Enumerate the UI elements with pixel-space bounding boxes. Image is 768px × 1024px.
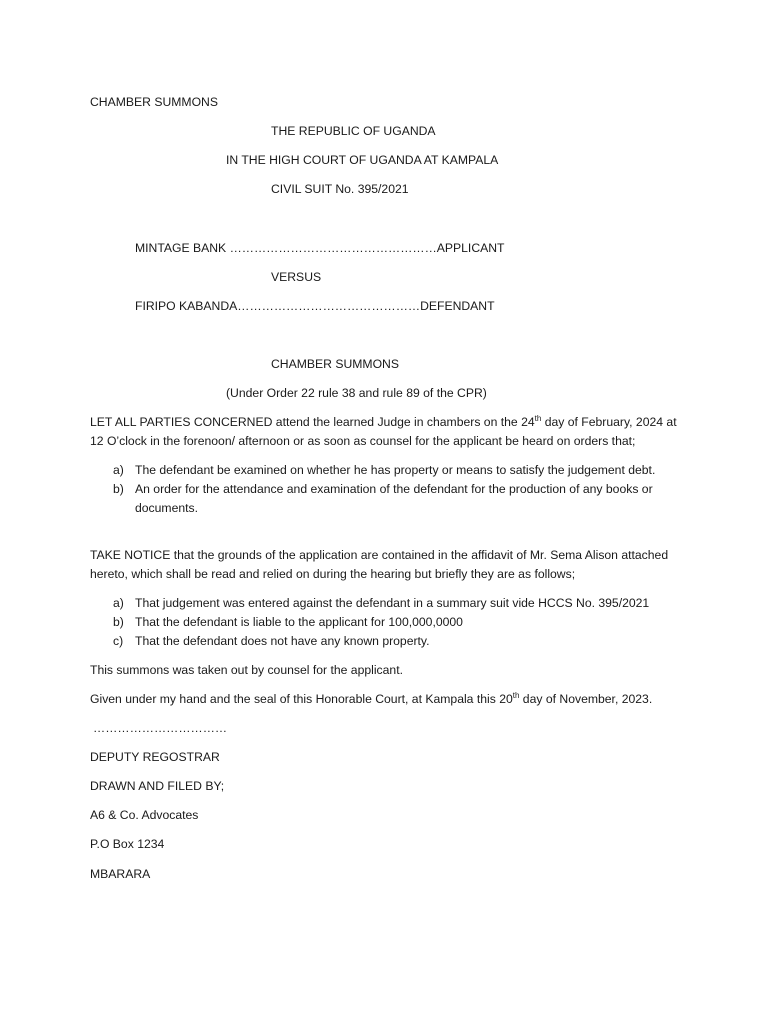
taken-out-statement: This summons was taken out by counsel for the applicant. — [90, 663, 403, 677]
intro-text-1: LET ALL PARTIES CONCERNED attend the learned Judge in chambers on the 24 — [90, 415, 535, 429]
signature-line: …………………………… — [93, 721, 228, 735]
list-item-text: An order for the attendance and examination of the defendant for the production of any books or documents. — [135, 482, 653, 515]
list-item — [90, 480, 680, 518]
intro-paragraph — [90, 413, 680, 451]
given-text-1: Given under my hand and the seal of this Honorable Court, at Kampala this 20 — [90, 692, 513, 706]
versus-label: VERSUS — [271, 270, 322, 284]
given-superscript: th — [512, 691, 520, 700]
list-item — [90, 613, 680, 632]
republic-heading: THE REPUBLIC OF UGANDA — [271, 124, 436, 138]
list-marker: b) — [113, 482, 124, 496]
postal-box: P.O Box 1234 — [90, 837, 165, 851]
list-marker: b) — [113, 615, 124, 629]
list-item — [90, 594, 680, 613]
intro-text-2: day of February, 2024 at 12 O’clock in the forenoon/ afternoon or as soon as counsel for the applicant be heard on orders that; — [90, 415, 677, 448]
list-item-text: That the defendant is liable to the applicant for 100,000,0000 — [135, 615, 463, 629]
order-authority: (Under Order 22 rule 38 and rule 89 of the CPR) — [226, 386, 487, 400]
city-name: MBARARA — [90, 867, 151, 881]
given-text-2: day of November, 2023. — [519, 692, 653, 706]
orders-list — [90, 461, 680, 518]
grounds-list — [90, 594, 680, 651]
firm-name: A6 & Co. Advocates — [90, 808, 199, 822]
list-marker: c) — [113, 634, 124, 648]
list-item-text: That judgement was entered against the defendant in a summary suit vide HCCS No. 395/2021 — [135, 596, 650, 610]
court-heading: IN THE HIGH COURT OF UGANDA AT KAMPALA — [226, 153, 499, 167]
defendant-line: FIRIPO KABANDA………………………………………DEFENDANT — [135, 299, 495, 313]
summons-title: CHAMBER SUMMONS — [271, 357, 399, 371]
signatory-title: DEPUTY REGOSTRAR — [90, 750, 220, 764]
list-item-text: That the defendant does not have any known property. — [135, 634, 430, 648]
list-marker: a) — [113, 463, 124, 477]
suit-number: CIVIL SUIT No. 395/2021 — [271, 182, 409, 196]
list-item-text: The defendant be examined on whether he has property or means to satisfy the judgement debt. — [135, 463, 656, 477]
given-under-hand — [90, 690, 652, 709]
notice-paragraph: TAKE NOTICE that the grounds of the application are contained in the affidavit of Mr. Sema Alison attached hereto, which shall be read and relied on during the hearing but briefly they are as follows; — [90, 548, 669, 581]
list-marker: a) — [113, 596, 124, 610]
list-item — [90, 461, 680, 480]
document-label: CHAMBER SUMMONS — [90, 95, 218, 109]
intro-superscript: th — [534, 414, 542, 423]
drawn-by-label: DRAWN AND FILED BY; — [90, 779, 225, 793]
applicant-line: MINTAGE BANK ……………………………………………APPLICANT — [135, 241, 505, 255]
list-item — [90, 632, 680, 651]
